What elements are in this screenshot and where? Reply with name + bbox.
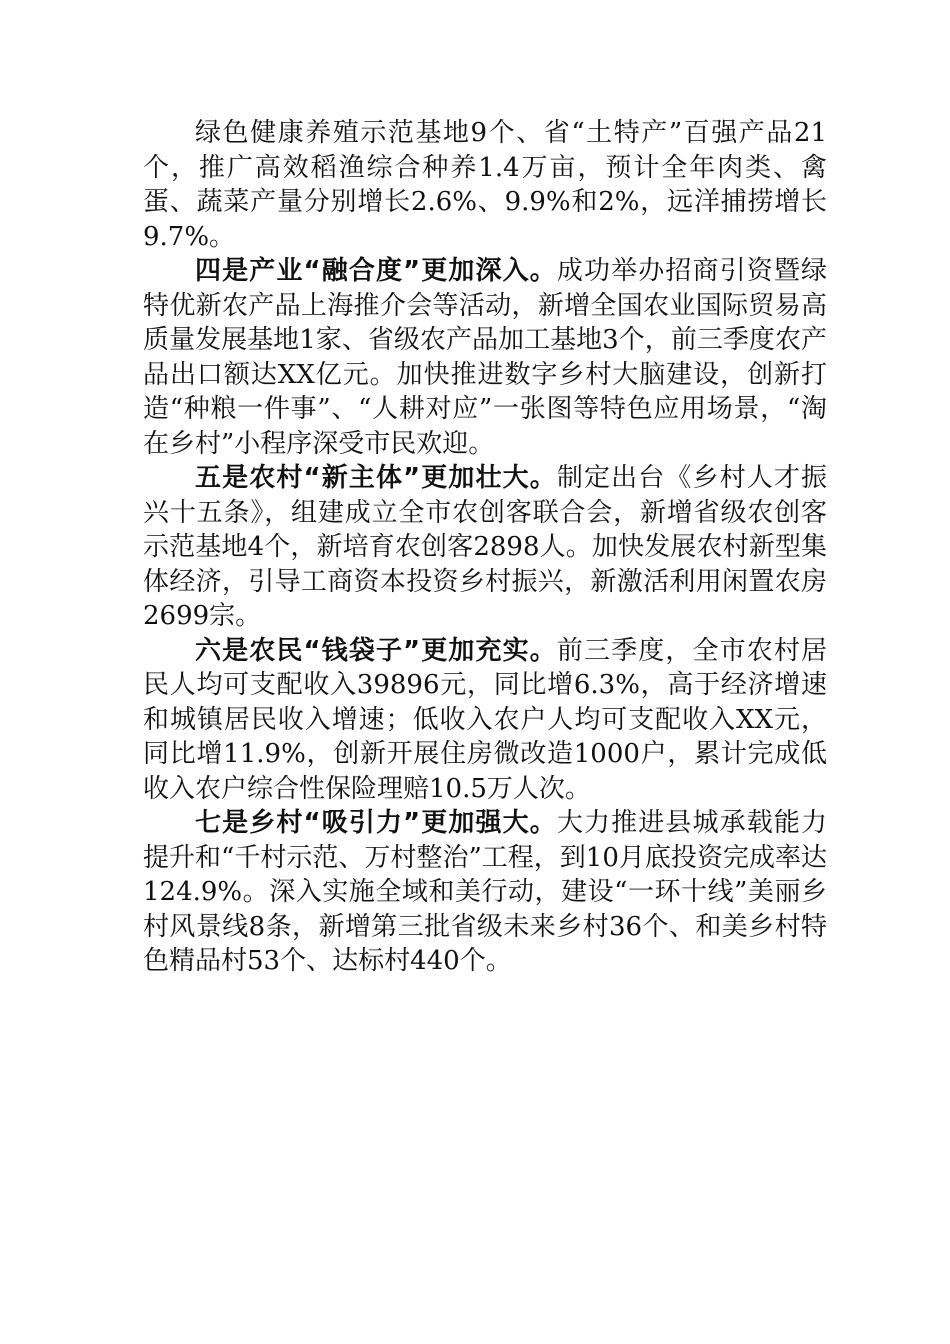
paragraph-livestock [143,116,827,254]
paragraph-new-entities [143,461,827,634]
paragraph-farmer-income [143,634,827,807]
document-body [143,116,827,979]
paragraph-village-attraction [143,806,827,979]
paragraph-text: 成功举办招商引资暨绿特优新农产品上海推介会等活动，新增全国农业国际贸易高质量发展基地1家、省级农产品加工基地3个，前三季度农产品出口额达XX亿元。加快推进数字乡村大脑建设，创新打造“种粮一件事”、“人耕对应”一张图等特色应用场景，“淘在乡村”小程序深受市民欢迎。 [143,256,827,459]
paragraph-text: 大力推进县城承载能力提升和“千村示范、万村整治”工程，到10月底投资完成率达124.9%。深入实施全域和美行动，建设“一环十线”美丽乡村风景线8条，新增第三批省级未来乡村36个、和美乡村特色精品村53个、达标村440个。 [143,808,827,976]
paragraph-text: 前三季度，全市农村居民人均可支配收入39896元，同比增6.3%，高于经济增速和城镇居民收入增速；低收入农户人均可支配收入XX元，同比增11.9%，创新开展住房微改造1000户，累计完成低收入农户综合性保险理赔10.5万人次。 [143,635,827,804]
paragraph-industry-integration [143,254,827,461]
paragraph-lead-heading: 七是乡村“吸引力”更加强大。 [195,808,557,838]
paragraph-text: 制定出台《乡村人才振兴十五条》，组建成立全市农创客联合会，新增省级农创客示范基地4个，新培育农创客2898人。加快发展农村新型集体经济，引导工商资本投资乡村振兴，新激活利用闲置农房2699宗。 [143,463,827,631]
paragraph-lead-heading: 六是农民“钱袋子”更加充实。 [195,635,557,666]
paragraph-text: 绿色健康养殖示范基地9个、省“土特产”百强产品21个，推广高效稻渔综合种养1.4万亩，预计全年肉类、禽蛋、蔬菜产量分别增长2.6%、9.9%和2%，远洋捕捞增长9.7%。 [143,118,827,252]
paragraph-lead-heading: 五是农村“新主体”更加壮大。 [195,463,557,493]
paragraph-lead-heading: 四是产业“融合度”更加深入。 [195,256,557,286]
